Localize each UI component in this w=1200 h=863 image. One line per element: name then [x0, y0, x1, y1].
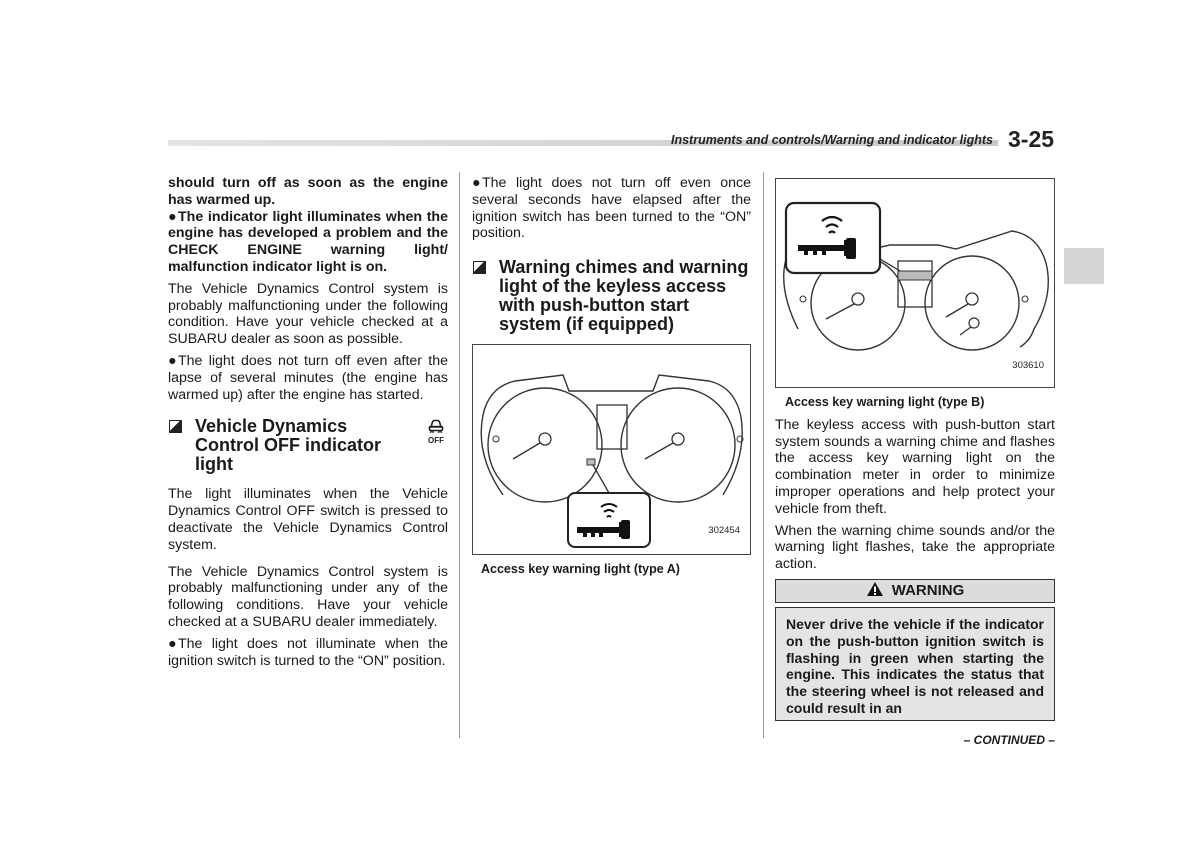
figure-code: 303610 [1012, 360, 1044, 372]
paragraph: When the warning chime sounds and/or the warning light flashes, take the appropriate action. [775, 522, 1055, 573]
svg-text:OFF: OFF [428, 436, 444, 446]
warning-text: Never drive the vehicle if the indicator on the push-button ignition switch is flashing in green when starting the engine. This indicates the status that the steering wheel is not released and could result in an [775, 607, 1055, 721]
bullet-item [168, 209, 448, 276]
bullet-text: The light does not illuminate when the ignition switch is turned to the “ON” position. [168, 635, 448, 669]
bullet-item [168, 353, 448, 403]
paragraph: The Vehicle Dynamics Control system is probably malfunctioning under the following condition. Have your vehicle checked at a SUBARU dealer as soon as possible. [168, 280, 448, 348]
bullet-item [168, 636, 448, 670]
figure-type-b [775, 178, 1055, 388]
paragraph: should turn off as soon as the engine has warmed up. [168, 175, 448, 208]
heading-text: Vehicle Dynamics Control OFF indicator light [195, 416, 381, 475]
section-heading [472, 258, 751, 334]
bullet-icon: ● [168, 208, 177, 225]
bullet-text: The light does not turn off even after the lapse of several minutes (the engine has warmed up) after the engine has started. [168, 352, 448, 403]
figure-caption: Access key warning light (type B) [785, 395, 985, 409]
column-divider [459, 172, 460, 738]
paragraph: The light illuminates when the Vehicle Dynamics Control OFF switch is pressed to deactivate the Vehicle Dynamics Control system. [168, 486, 448, 553]
column-3 [775, 178, 1055, 721]
column-1 [168, 175, 448, 669]
warning-header [775, 579, 1055, 603]
vdc-off-icon [426, 417, 446, 449]
chapter-tab [1064, 248, 1104, 284]
square-marker-icon [473, 261, 486, 274]
heading-text: Warning chimes and warning light of the keyless access with push-button start system (if equipped) [499, 257, 749, 335]
column-2 [472, 175, 751, 578]
paragraph: The Vehicle Dynamics Control system is probably malfunctioning under any of the following conditions. Have your vehicle checked at a SUBARU dealer immediately. [168, 563, 448, 630]
bullet-icon: ● [168, 352, 177, 369]
figure-type-a [472, 344, 751, 555]
bullet-icon: ● [472, 175, 481, 191]
continued-label: – CONTINUED – [963, 733, 1055, 747]
bullet-text: The light does not turn off even once several seconds have elapsed after the ignition switch has been turned to the “ON” position. [472, 175, 751, 242]
bullet-text: The indicator light illuminates when the engine has developed a problem and the CHECK ENGINE warning light/ malfunction indicator light is on. [168, 208, 448, 275]
square-marker-icon [169, 420, 182, 433]
figure-code: 302454 [708, 525, 740, 537]
bullet-icon: ● [168, 635, 177, 652]
paragraph: The keyless access with push-button start system sounds a warning chime and flashes the access key warning light on the combination meter in order to minimize improper operations and help protect your vehicle from theft. [775, 416, 1055, 517]
warning-label: WARNING [891, 581, 965, 599]
warning-triangle-icon [866, 581, 884, 602]
meter-illustration [776, 179, 1054, 387]
page-number: 3-25 [1008, 126, 1055, 152]
section-title: Instruments and controls/Warning and indicator lights [670, 133, 993, 147]
figure-caption: Access key warning light (type A) [481, 562, 680, 577]
column-divider [763, 172, 764, 738]
section-heading [168, 417, 448, 474]
bullet-item [472, 175, 751, 242]
